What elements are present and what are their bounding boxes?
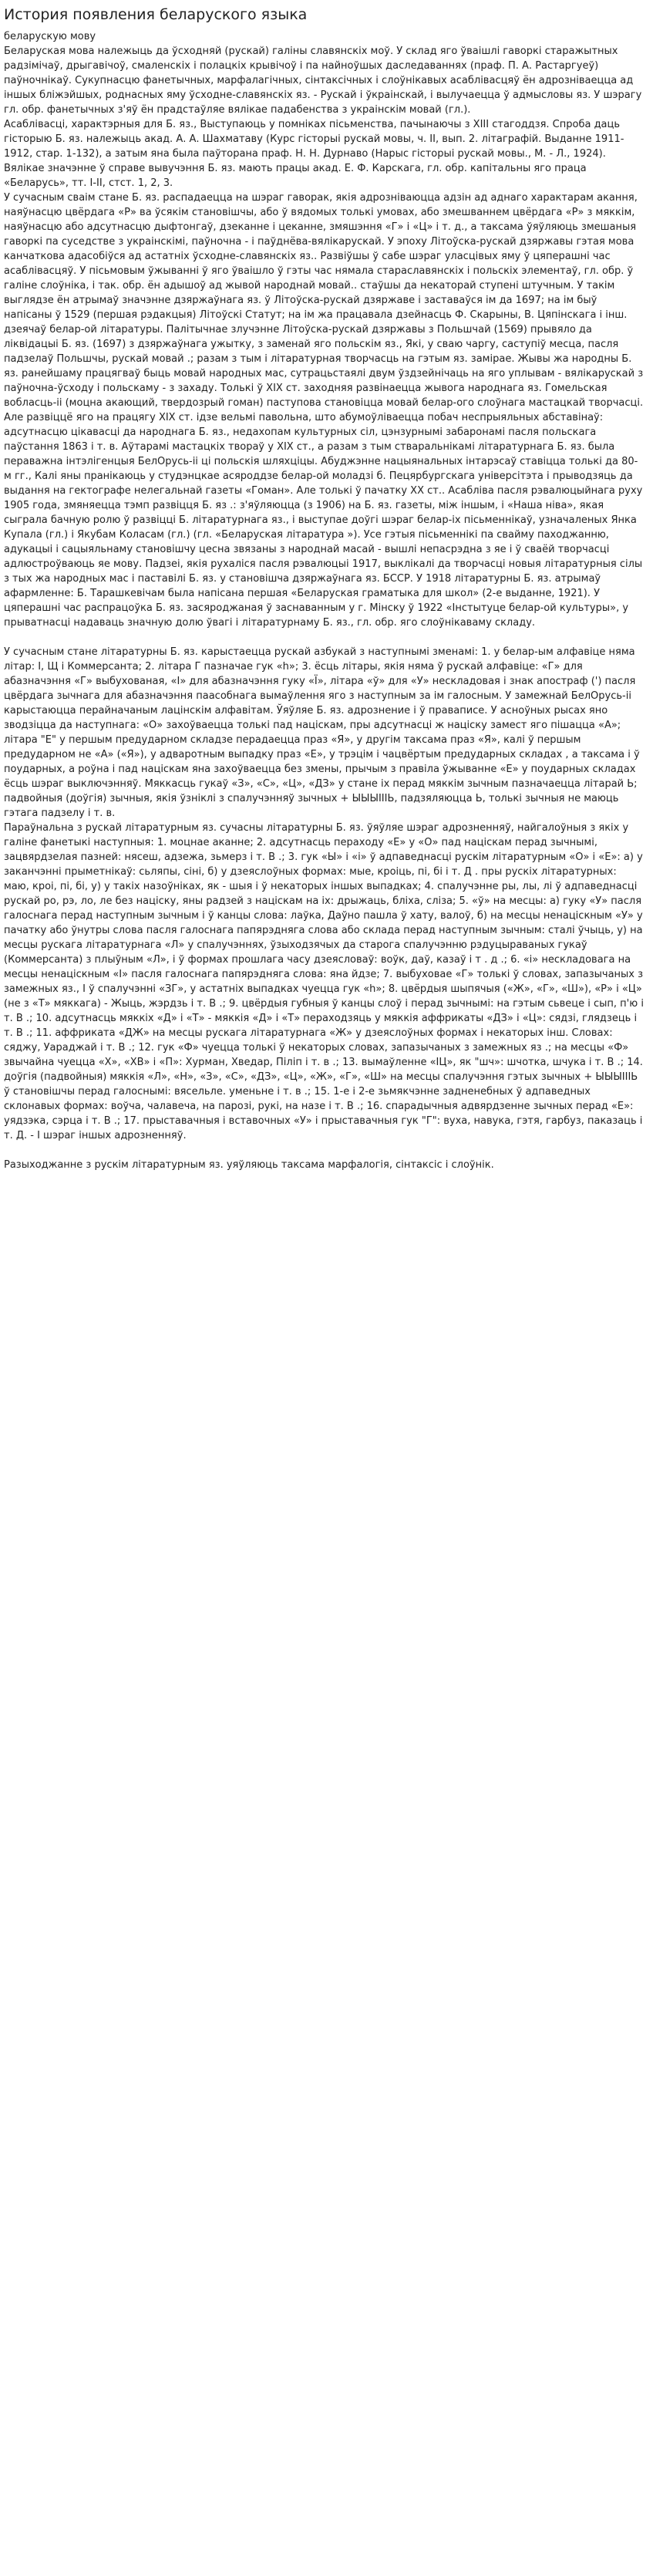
paragraph: Але развіццё яго на працягу XIX ст. ідзе вельмі павольна, што абумоўліваецца побач неспрыяльных абставінаў: адсутнасцю цікавасці да народнага Б. яз., недахопам культурных сіл, цэнзурнымі забаронамі пасля польскага паўстання 1863 і т. в. Аўтарамі мастацкіх твораў у XIX ст., а разам з тым стваральнікамі літаратурнага Б. яз. была пераважна інтэлігенцыя БелОрусь-іі ці польскія шляхціцы. Абуджэнне нацыянальных інтарэсаў ставіцца толькі да 80-м гг., Калі яны пранікаюць у студэнцкае асяроддзе белар-ой моладзі б. Пецярбургскага універсітэта і прыводзяць да выдання на гектографе нелегальнай газеты «Гоман». Але толькі ў пачатку XX ст.. Асабліва пасля рэвалюцыйнага руху 1905 года, змяняецца тэмп развіцця Б. яз .: з'яўляюцца (з 1906) на Б. яз. газеты, між іншым, і «Наша ніва», якая сыграла бачную ролю ў развіцці Б. літаратурнага яз., і выступае доўгі шэраг белар-іх пісьменнікаў, узначаленых Янка Купала (гл.) і Якубам Коласам (гл.) (гл. «Беларуская літаратура »). Усе гэтыя пісьменнікі па свайму паходжанню, адукацыі і сацыяльнаму становішчу цесна звязаны з народнай масай - вышлі непасрэдна з яе і ў сваёй творчасці адлюстроўваюць яе мову. Падзеі, якія рухаліся пасля рэвалюцыі 1917, выклікалі да творчасці новыя літаратурныя сілы з тых жа народных мас і паставілі Б. яз. у становішча дзяржаўнага яз. БССР. У 1918 літаратурны Б. яз. атрымаў афармленне: Б. Тарашкевічам была напісана першая «Беларуская граматыка для школ» (2-е выданне, 1921). У цяперашні час распрацоўка Б. яз. засяроджаная ў заснаванным у г. Мінску ў 1922 «Інстытуце белар-ой культуры», у прыватнасці надаваць значную долю ўвагі і літаратурнаму Б. яз., гл. обр. яго слоўнікаваму складу. [4, 412, 643, 629]
paragraph: Разыходжанне з рускім літаратурным яз. уяўляюць таксама марфалогія, сінтаксіс і слоўнік. [4, 1159, 494, 1171]
paragraph: У сучасным сваім стане Б. яз. распадаецца на шэраг гаворак, якія адрозніваюцца адзін ад аднаго характарам акання, наяўнасцю цвёрдага «Р» ва ўсякім становішчы, або ў вядомых толькі умовах, або змешваннем цвёрдага «Р» з мяккім, наяўнасцю або адсутнасцю дыфтонгаў, дзеканне і цеканне, змяшэння «Г» і «Ц» і т. д., а таксама ўяўляюць змешаныя гаворкі па суседстве з украінскімі, паўночна - і паўднёва-вялікарускай. У эпоху Літоўска-рускай дзяржавы гэтая мова канчаткова адасобіўся ад астатніх ўсходне-славянскіх яз.. Развіўшы ў сабе шэраг уласцівых яму ў цяперашні час асаблівасцяў. У пісьмовым ўжыванні ў яго ўваішло ў гэты час нямала стараславянскіх і польскіх элементаў, гл. обр. ў галіне слоўніка, і так. обр. ён адышоў ад жывой народнай мовай.. стаўшы да некаторай ступені штучным. У такім выглядзе ён атрымаў значэнне дзяржаўнага яз. ў Літоўска-рускай дзяржаве і заставаўся ім да 1697; на ім быў напісаны ў 1529 (першая рэдакцыя) Літоўскі Статут; на ім жа працавала дзейнасць Ф. Скарыны, В. Цяпінскага і інш. дзеячаў белар-ой літаратуры. Палітычнае злучэнне Літоўска-рускай дзяржавы з Польшчай (1569) прывяло да ліквідацыі Б. яз. (1697) з дзяржаўнага ужытку, з заменай яго польскім яз., Які, у сваю чаргу, саступіў месца, пасля падзелаў Польшчы, рускай мовай .; разам з тым і літаратурная творчасць на гэтым яз. заміраe. Жывы жа народны Б. яз. ранейшаму працягваў быць мовай народных мас, сутрацьстаялі двум ўздзейнічаць на яго уплывам - вялікарускай з паўночна-ўсходу і польскаму - з захаду. Толькі ў XIX ст. заходняя развінаецца жывога народнага яз. Гомельская вобласць-іі (моцна акающий, твердозрый гоман) паступова становіцца мовай белар-ого слоўнага мастацкай творчасці. [4, 192, 644, 409]
paragraph-spacer [4, 630, 644, 645]
paragraph: Беларуская мова належыць да ўсходняй (рускай) галіны славянскіх моў. У склад яго ўваішлі гаворкі старажытных радзімічаў, дрыгавічоў, смаленскіх і полацкіх крывічоў і па найноўшых даследаваннях (праф. П. А. Растаргуеў) паўночнікаў. Сукупнасцю фанетычных, марфалагічных, сінтаксічных і слоўнікавых асаблівасцяў ён адрозніваецца ад іншых бліжэйшых, роднасных яму ўсходне-славянскіх яз. - Рускай і ўкраінскай, і вылучаецца ў адмысловы яз. У шэрагу гл. обр. фанетычных з'яў ён прадстаўляе вялікае падабенства з украінскім мовай (гл.). [4, 46, 642, 116]
paragraph-spacer [4, 1143, 644, 1158]
section-history [4, 44, 644, 630]
article [0, 0, 653, 1172]
page-subtitle: беларускую мову [4, 31, 96, 42]
paragraph: Параўнальна з рускай літаратурным яз. сучасны літаратурны Б. яз. ўяўляе шэраг адрозненняў, найгалоўныя з якіх у галіне фанетыкі наступныя: 1. моцнае аканне; 2. адсутнасць пераходу «Е» у «О» пад націскам перад зычнымі, зацвярдзелая пазней: нясеш, адзежа, зьмерз і т. В .; 3. гук «Ы» і «і» ў адпаведнасці рускім літаратурным «О» і «Е»: а) у заканчэнні прыметнікаў: сьляпы, сіні, б) у дзеяслоўных формах: мые, кроіць, пі, бі і т. Д . пры рускіх літаратурных: маю, кроі, пі, бі, у) у такіх назоўніках, як - шыя і ў некаторых іншых выпадках; 4. спалучэнне ры, лы, лі ў адпаведнасці рускай ро, рэ, ло, ле без націску, яны радзей з націскам на іх: дрыжаць, бліха, сліза; 5. «ў» на месцы: а) гуку «У» пасля галоснага перад наступным зычным і ў канцы слова: лаўка, Даўно пашла ў хату, валоў, б) на месцы ненацiскным «У» у пачатку або ўнутры слова пасля галоснага папярэдняга слова або склада перад наступным зычным: сталі ўчыць, у) на месцы рускага літаратурнага «Л» у спалучэннях, ўзыходзячых да старога спалучэнню рэдуцыраваных гукаў (Коммерсанта) з плыўным «Л», і ў формах прошлага часу дзеясловаў: воўк, даў, казаў і т . д .; 6. «і» нескладовага на месцы ненацiскным «І» пасля галоснага папярэдняга слова: яна йдзе; 7. выбуховае «Г» толькі ў словах, запазычаных з замежных яз., І ў спалучэнні «ЗГ», у астатніх выпадках чуецца гук «h»; 8. цвёрдыя шыпячыя («Ж», «Г», «Ш»), «Р» і «Ц» (не з «Т» мяккага) - Жыць, жэрдзь і т. В .; 9. цвёрдыя губныя ў канцы слоў і перад зычнымі: на гэтым сьвеце і сып, п'ю і т. В .; 10. адсутнасць мяккіх «Д» і «Т» - мяккія «Д» і «Т» пераходзяць у мяккія аффрикаты «ДЗ» і «Ц»: сядзі, глядзець і т. В .; 11. аффриката «ДЖ» на месцы рускага літаратурнага «Ж» у дзеяслоўных формах і некаторых інш. Словах: сяджу, Уараджай і т. В .; 12. гук «Ф» чуецца толькі ў некаторых словах, запазычаных з замежных яз .; на месцы «Ф» звычайна чуецца «Х», «ХВ» і «П»: Хурман, Хведар, Піліп і т. в .; 13. вымаўленне «ІЦ», як "шч»: шчотка, шчука і т. В .; 14. доўгія (падвойныя) мяккія «Л», «Н», «З», «С», «ДЗ», «Ц», «Ж», «Г», «Ш» на месцы спалучэння гэтых зычных + ЫЫЫІІІЬ ў становішчы перад галоснымі: вясельле. уменьне і т. в .; 15. 1-е і 2-е зьмякчэнне задненебных ў адпаведных склонавых формах: воўча, чалавеча, на парозі, рукі, на назе і т. В .; 16. спарадычныя адвярдзенне зычных перад «Е»: уядзэка, сэрца і т. В .; 17. прыставачныя і вставочных «У» і прыставачныя гук "Г": вуха, навука, гэтя, гарбуз, паказаць і т. Д. - І шэраг іншых адрозненняў. [4, 822, 644, 1141]
page-title: История появления беларуского языка [4, 6, 308, 23]
paragraph: У сучасным стане літаратурны Б. яз. карыстаецца рускай азбукай з наступнымі зменамі: 1. у белар-ым алфавіце няма літар: І, Щ і Коммерсанта; 2. літара Г пазначае гук «h»; 3. ёсць літары, якія няма ў рускай алфавіце: «Г» для абазначэння «Г» выбухованая, «І» для абазначэння гуку «Ї», літара «ў» для «У» нескладовая і знак апостраф (') пасля цвёрдага зычнага для абазначэння паасобнага вымаўлення яго з наступным за ім галосным. У замежнай БелОрусь-іі карыстаюцца перайначаным лацінскім алфавітам. Ўяўляе Б. яз. адрознение і ў праваписе. У асноўных рысах яно зводзіцца да наступнага: «О» захоўваецца толькі пад націскам, пры адсутнасці ж націску замест яго пішацца «А»; літара "Е" у першым предударном складзе перадаецца праз «Я», у другім таксама праз «Я», калі ў першым предударном не «А» («Я»), у адваротным выпадку праз «Е», у трэцім і чацвёртым предударных складах , а таксама і ў поударных, а роўна і пад націскам яна захоўваецца без змены, прычым з правіла ўжыванне «Е» у поударных складах ёсць шэраг выключэнняў. Мяккасць гукаў «З», «С», «Ц», «ДЗ» у стане іх перад мяккім зычным пазначаецца літарай Ь; падвойныя (доўгія) зычныя, якія ўзніклі з спалучэнняў зычных + ЫЫЫІІІЬ, падзяляюцца Ь, толькі зычныя не маюць гэтага падзелу і т. в. [4, 646, 640, 819]
paragraph: Асаблівасці, характэрныя для Б. яз., Выступаюць у помніках пісьменства, пачынаючы з XIII стагоддзя. Спроба даць гісторыю Б. яз. належыць акад. А. А. Шахматаву (Курс гісторыі рускай мовы, ч. ІІ, вып. 2. літаграфій. Выданне 1911-1912, стар. 1-132), а затым яна была паўторана праф. Н. Н. Дурнаво (Нарыс гісторыі рускай мовы., М. - Л., 1924). Вялікае значэнне ў справе вывучэння Б. яз. мають працы акад. Е. Ф. Карскага, гл. обр. капітальны яго праца «Беларусь», тт. I-II, стст. 1, 2, 3. [4, 119, 624, 189]
section-conclusion [4, 1158, 644, 1172]
section-phonetics [4, 645, 644, 1143]
